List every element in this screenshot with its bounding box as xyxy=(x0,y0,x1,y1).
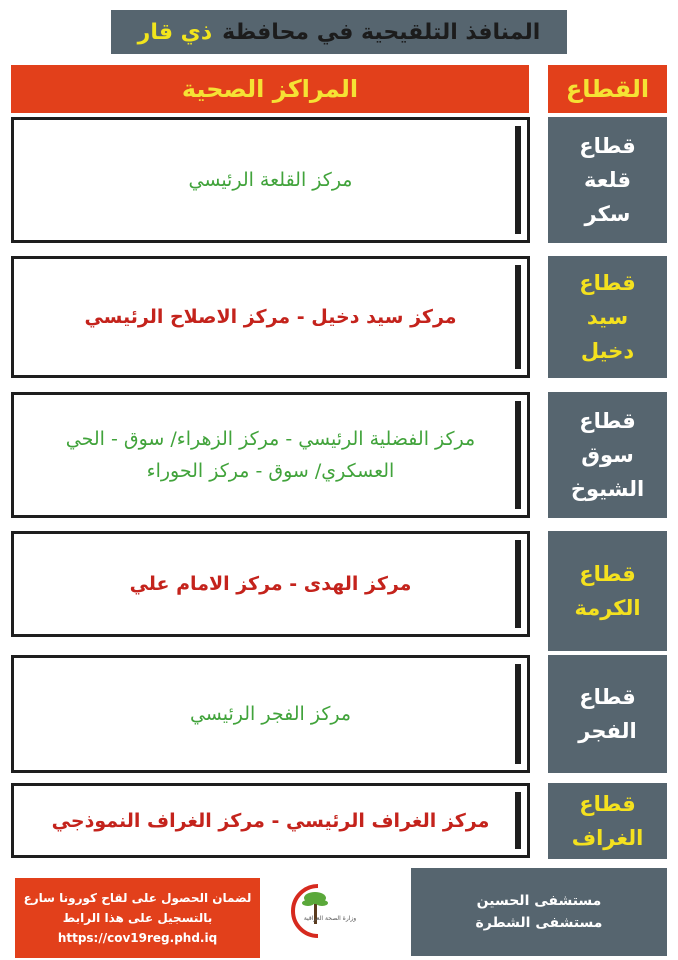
sector-line: قطاع xyxy=(579,409,636,433)
centers-row-2 xyxy=(11,256,530,378)
frame-bar xyxy=(515,540,521,628)
centers-text: مركز سيد دخيل - مركز الاصلاح الرئيسي xyxy=(84,306,457,328)
logo-text: وزارة الصحة العراقية xyxy=(303,915,357,922)
frame-bar xyxy=(515,401,521,509)
sector-5 xyxy=(548,655,667,773)
sector-4 xyxy=(548,531,667,651)
centers-text: مركز الهدى - مركز الامام علي xyxy=(129,573,412,595)
frame-bar xyxy=(515,664,521,764)
sector-line: سكر xyxy=(584,202,631,226)
sector-3 xyxy=(548,392,667,518)
sector-line: الغراف xyxy=(571,826,644,850)
frame-bar xyxy=(515,792,521,849)
hospital-name: مستشفى الحسين xyxy=(476,893,602,909)
sector-line: قطاع xyxy=(579,562,636,586)
centers-row-1 xyxy=(11,117,530,243)
sector-line: الشيوخ xyxy=(570,477,645,501)
ministry-logo-icon xyxy=(288,878,360,944)
frame-bar xyxy=(515,126,521,234)
centers-row-4 xyxy=(11,531,530,637)
sector-line: قطاع xyxy=(579,685,636,709)
sector-line: الكرمة xyxy=(574,596,641,620)
frame-bar xyxy=(515,265,521,369)
header-sector: القطاع xyxy=(548,65,667,113)
centers-text: مركز الغراف الرئيسي - مركز الغراف النموذجي xyxy=(51,809,490,832)
sector-line: قلعة xyxy=(584,168,631,192)
sector-1 xyxy=(548,117,667,243)
centers-row-6 xyxy=(11,783,530,858)
sector-line: الفجر xyxy=(578,719,637,743)
centers-text: مركز القلعة الرئيسي xyxy=(188,169,353,191)
page-title xyxy=(111,10,567,54)
sector-line: قطاع xyxy=(579,134,636,158)
centers-row-3 xyxy=(11,392,530,518)
registration-notice xyxy=(15,878,260,958)
sector-line: قطاع xyxy=(579,271,636,295)
sector-2 xyxy=(548,256,667,378)
registration-link[interactable]: https://cov19reg.phd.iq xyxy=(57,931,218,945)
centers-row-5 xyxy=(11,655,530,773)
header-health-centers: المراكز الصحية xyxy=(11,65,529,113)
sector-line: قطاع xyxy=(579,792,636,816)
notice-line: بالتسجيل على هذا الرابط xyxy=(62,911,213,925)
title-governorate: ذي قار xyxy=(137,19,213,45)
title-text: المنافذ التلقيحية في محافظة xyxy=(222,19,541,45)
sector-6 xyxy=(548,783,667,859)
hospitals-box xyxy=(411,868,667,956)
sector-line: سيد xyxy=(586,305,629,329)
centers-text: مركز الفضلية الرئيسي - مركز الزهراء/ سوق - الحي العسكري/ سوق - مركز الحوراء xyxy=(65,428,476,482)
sector-line: سوق xyxy=(581,443,634,467)
sector-line: دخيل xyxy=(580,339,635,363)
centers-text: مركز الفجر الرئيسي xyxy=(189,703,352,725)
hospital-name: مستشفى الشطرة xyxy=(475,915,603,931)
notice-line: لضمان الحصول على لقاح كورونا سارع xyxy=(23,891,252,905)
